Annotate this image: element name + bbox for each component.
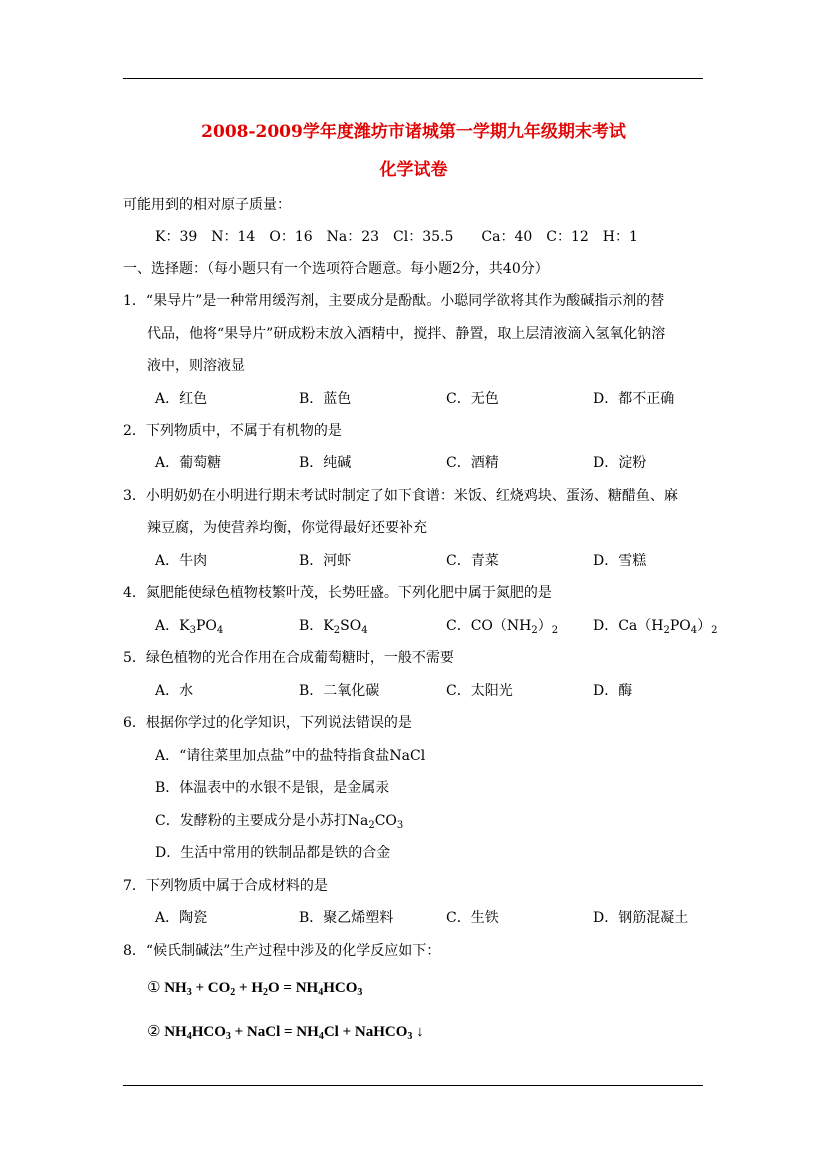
q5-option-a: A．水 [155,683,194,699]
q4-b-sub-2: 4 [361,625,368,636]
footer-rule [123,1085,703,1086]
eq2-part-4: Cl + NaHCO [323,1024,408,1040]
q2-option-d: D．淀粉 [593,455,647,471]
eq1-part: NH [160,980,187,996]
q7-option-b: B．聚乙烯塑料 [299,910,394,926]
question-2-text: 2．下列物质中，不属于有机物的是 [123,423,342,439]
eq1-part-5: HCO [323,980,358,996]
question-7-text: 7．下列物质中属于合成材料的是 [123,878,328,894]
q7-option-d: D．钢筋混凝土 [593,910,689,926]
q4-b-text-2: SO [340,618,362,634]
question-1-text-3: 液中，则溶液显 [147,358,245,374]
q6-option-a: A．“请往菜里加点盐”中的盐特指食盐NaCl [155,748,426,764]
eq2-sub-3: 4 [318,1031,324,1042]
equation-1 [147,978,362,997]
q4-option-d [593,616,718,636]
q6-c-text-2: CO [374,813,397,829]
q6-c-sub-2: 3 [396,820,404,831]
q4-option-a [155,616,223,636]
q3-option-b: B．河虾 [299,553,352,569]
q4-d-text-2: PO [669,618,691,634]
eq1-part-4: O = NH [267,980,319,996]
eq1-sub-5: 3 [357,987,363,998]
q4-d-sub-2: 4 [690,625,698,636]
eq1-number: ① [147,978,161,996]
q1-option-b: B．蓝色 [299,391,352,407]
q4-c-text: C．CO（NH [446,618,532,634]
page-subtitle: 化学试卷 [379,160,448,180]
q6-option-d: D．生活中常用的铁制品都是铁的合金 [155,845,391,861]
header-rule [123,78,703,79]
q4-c-sub: 2 [531,625,538,636]
q4-b-sub: 2 [333,625,341,636]
eq1-sub-2: 2 [230,987,236,998]
q4-c-text-2: ） [537,618,552,634]
q4-d-sub: 2 [663,625,670,636]
q1-option-a: A．红色 [155,391,208,407]
eq1-sub-4: 4 [318,987,324,998]
q6-option-c [155,811,403,831]
q4-option-b [299,616,368,636]
q1-option-d: D．都不正确 [593,391,675,407]
q4-a-sub-2: 4 [216,625,224,636]
q2-option-a: A．葡萄糖 [155,455,222,471]
eq2-sub: 4 [186,1031,192,1042]
q5-option-b: B．二氧化碳 [299,683,380,699]
eq2-part-5: ↓ [412,1024,424,1040]
eq2-part-3: + NaCl = NH [230,1024,319,1040]
q4-a-sub: 3 [189,625,196,636]
eq2-sub-4: 3 [407,1031,413,1042]
q4-d-text: D．Ca（H [593,618,664,634]
eq1-sub-3: 2 [262,987,268,998]
question-5-text: 5．绿色植物的光合作用在合成葡萄糖时，一般不需要 [123,650,454,666]
q3-option-d: D．雪糕 [593,553,647,569]
q3-option-a: A．牛肉 [155,553,208,569]
q4-d-sub-3: 2 [711,625,718,636]
eq1-part-3: + H [235,980,263,996]
q6-c-sub: 2 [368,820,375,831]
question-4-text: 4．氮肥能使绿色植物枝繁叶茂，长势旺盛。下列化肥中属于氮肥的是 [123,585,552,601]
q1-option-c: C．无色 [446,391,499,407]
q4-c-sub-2: 2 [551,625,559,636]
question-1-text-2: 代品，他将“果导片”研成粉末放入酒精中，搅拌、静置，取上层清液滴入氢氧化钠溶 [147,326,666,342]
eq2-sub-2: 3 [225,1031,231,1042]
q2-option-c: C．酒精 [446,455,499,471]
atomic-mass-label: 可能用到的相对原子质量： [123,197,291,213]
eq2-part-2: HCO [191,1024,226,1040]
q5-option-c: C．太阳光 [446,683,513,699]
q5-option-d: D．酶 [593,683,633,699]
q4-a-text-2: PO [195,618,217,634]
q4-d-text-3: ） [697,618,712,634]
eq1-part-2: + CO [191,980,231,996]
page-title: 2008-2009学年度潍坊市诸城第一学期九年级期末考试 [201,122,626,142]
q4-a-text: A．K [155,618,190,634]
question-3-text-2: 辣豆腐，为使营养均衡，你觉得最好还要补充 [147,520,427,536]
question-1-text: 1．“果导片”是一种常用缓泻剂，主要成分是酚酞。小聪同学欲将其作为酸碱指示剂的替 [123,293,665,309]
q7-option-c: C．生铁 [446,910,499,926]
atomic-mass-values: K：39 N：14 O：16 Na：23 Cl：35.5 Ca：40 C：12 H：1 [155,229,638,245]
eq2-part: NH [160,1024,187,1040]
eq2-number: ② [147,1022,161,1040]
q6-c-text: C．发酵粉的主要成分是小苏打Na [155,813,369,829]
eq1-sub: 3 [186,987,192,998]
equation-2 [147,1022,424,1041]
q6-option-b: B．体温表中的水银不是银，是金属汞 [155,780,390,796]
q4-option-c [446,616,558,636]
q3-option-c: C．青菜 [446,553,499,569]
q7-option-a: A．陶瓷 [155,910,208,926]
question-3-text: 3．小明奶奶在小明进行期末考试时制定了如下食谱：米饭、红烧鸡块、蛋汤、糖醋鱼、麻 [123,488,678,504]
q2-option-b: B．纯碱 [299,455,352,471]
q4-b-text: B．K [299,618,334,634]
question-6-text: 6．根据你学过的化学知识，下列说法错误的是 [123,715,412,731]
section-heading: 一、选择题：（每小题只有一个选项符合题意。每小题2分，共40分） [123,261,549,277]
question-8-text: 8．“候氏制碱法”生产过程中涉及的化学反应如下： [123,943,441,959]
